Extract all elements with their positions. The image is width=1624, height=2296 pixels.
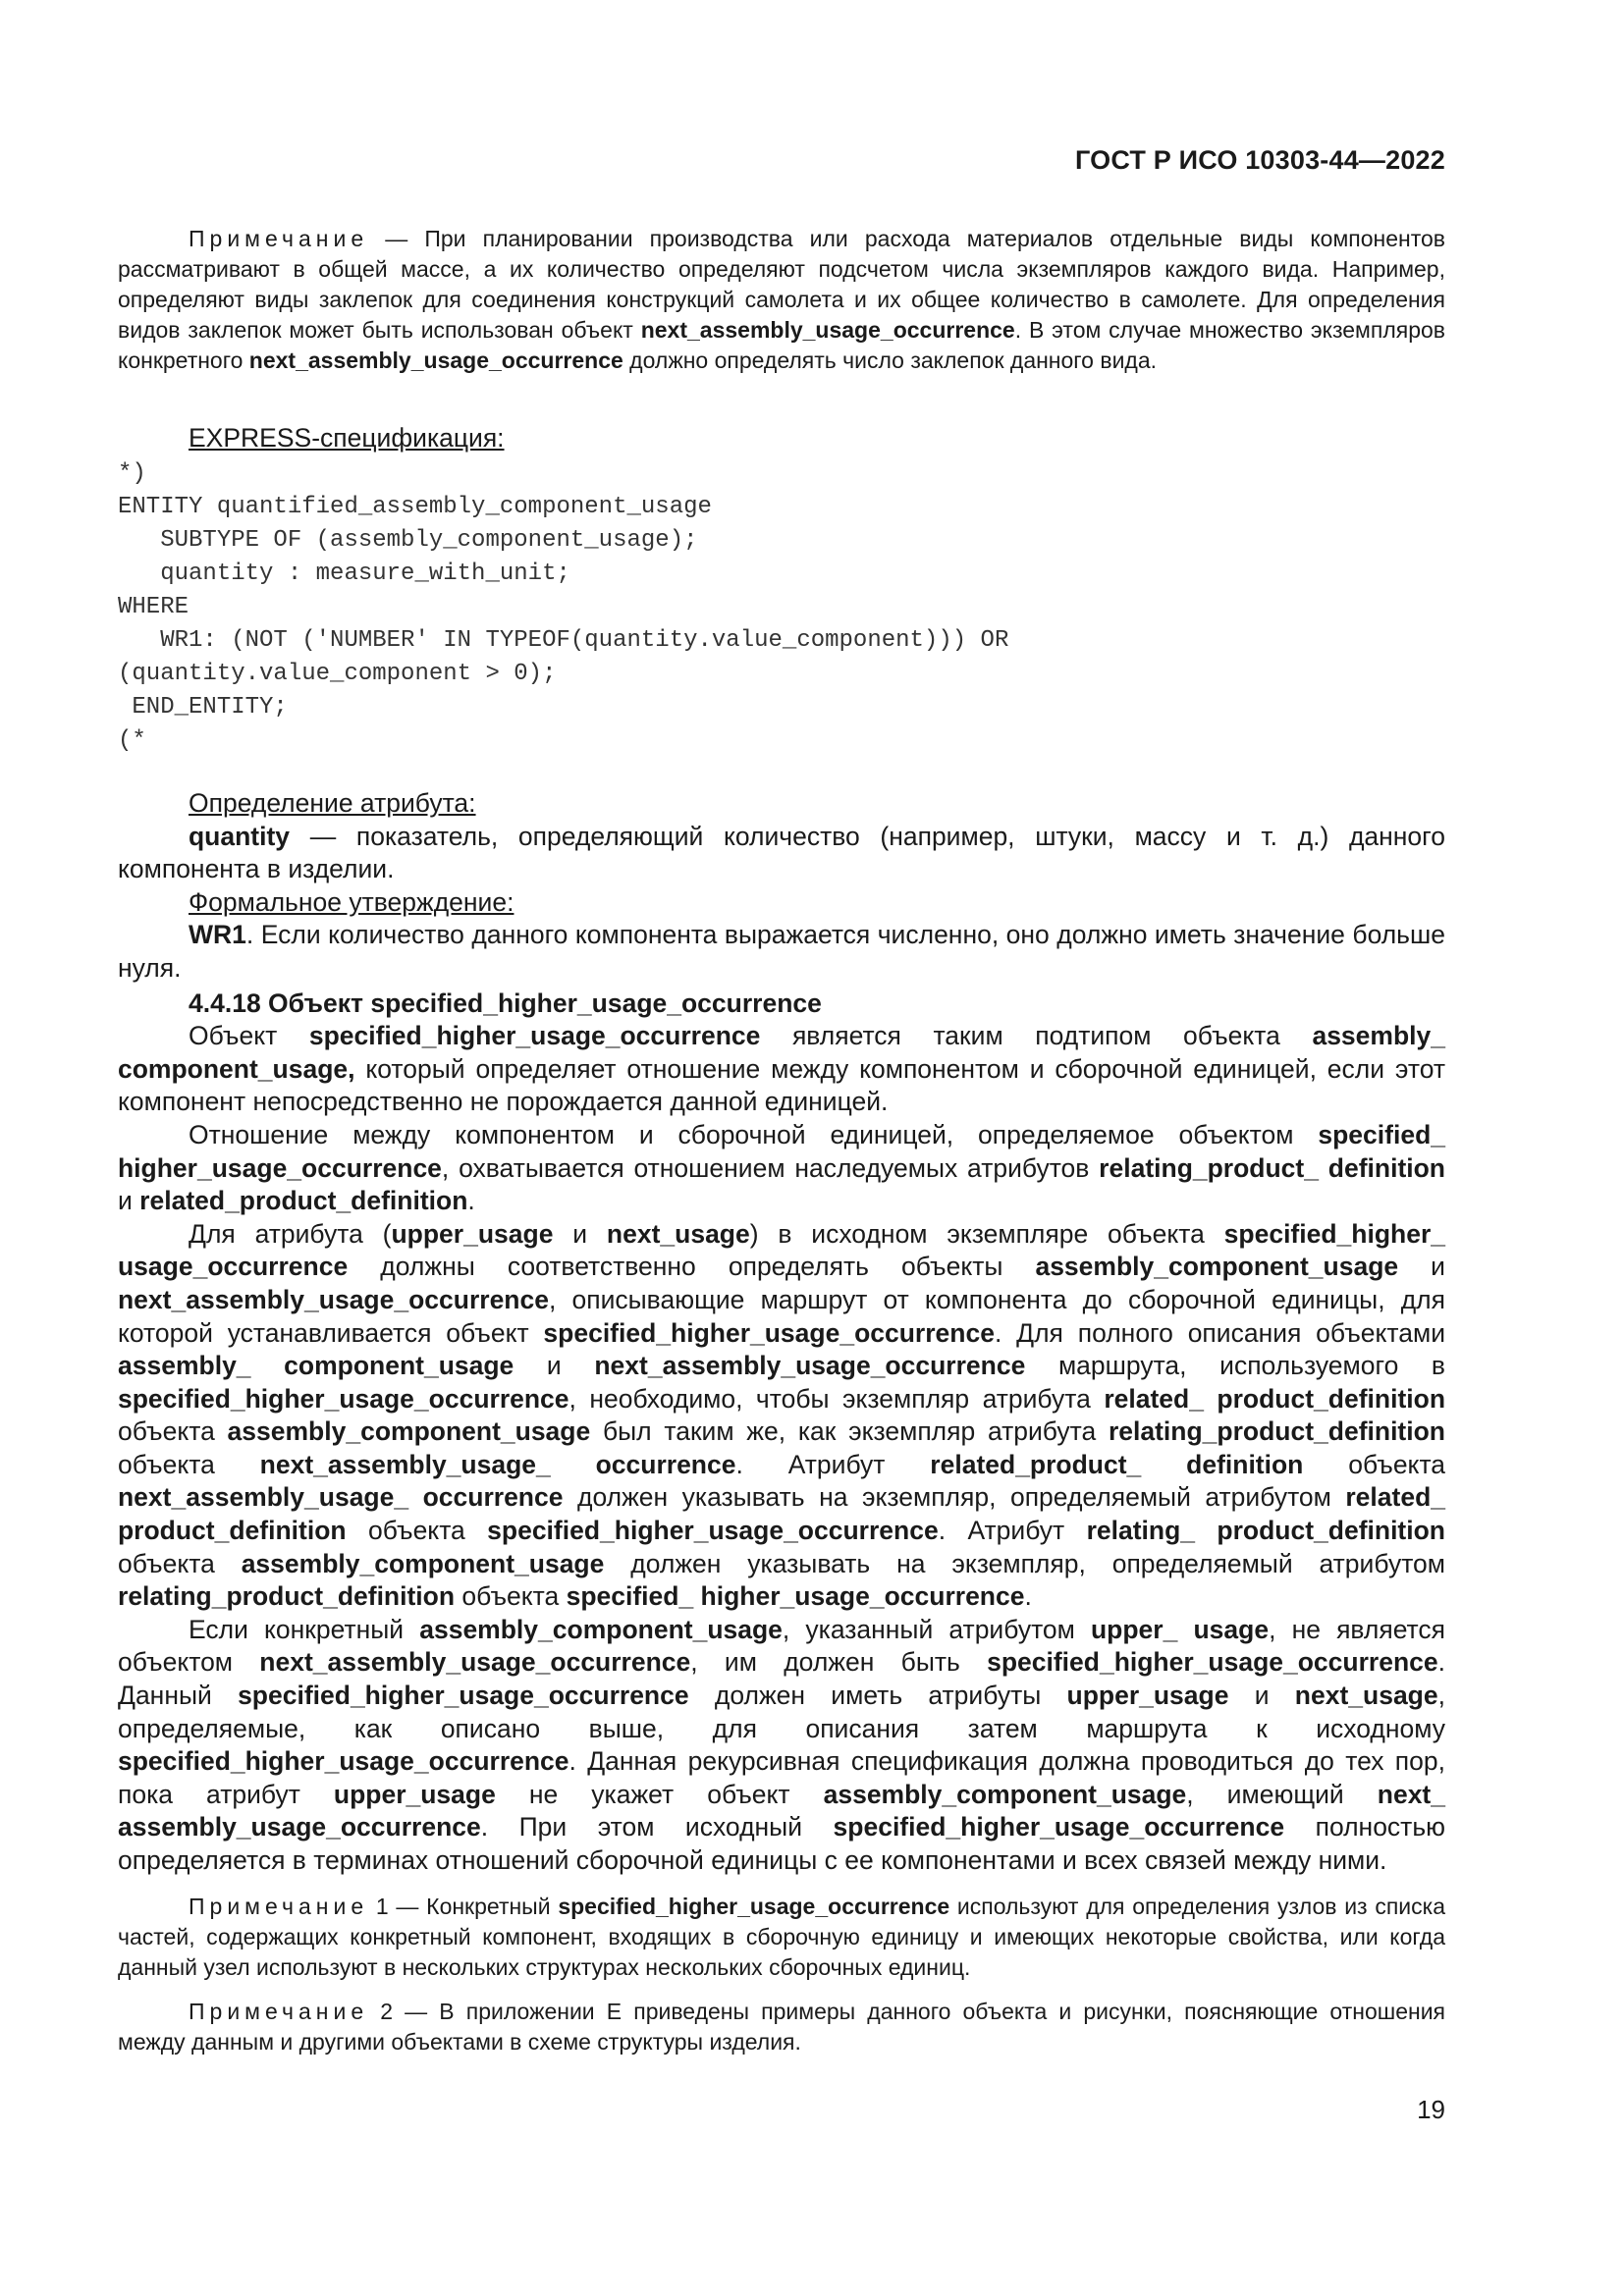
paragraph-2: Отношение между компонентом и сборочной единицей, определяемое объектом specified_ higher_usage_occurrence, охватывается отношением наследуемых атрибутов relating_product_ definition и related_product_definition. xyxy=(118,1119,1445,1216)
note-2: Примечание 2 — В приложении Е приведены примеры данного объекта и рисунки, поясняющие отношения между данным и другими объектами в схеме структуры изделия. xyxy=(118,1998,1445,2055)
note-1: Примечание 1 — Конкретный specified_higher_usage_occurrence используют для определения узлов из списка частей, содержащих конкретный компонент, входящих в сборочную единицу и имеющих некоторые свойства, или когда данный узел используют в нескольких структурах нескольких сборочных единиц. xyxy=(118,1893,1445,1980)
section-heading: 4.4.18 Объект specified_higher_usage_occurrence xyxy=(189,988,822,1018)
document-header: ГОСТ Р ИСО 10303-44—2022 xyxy=(1075,145,1445,175)
express-code: *) ENTITY quantified_assembly_component_usage SUBTYPE OF (assembly_component_usage); quantity : measure_with_unit; WHERE WR1: (NOT ('NUMBER' IN TYPEOF(quantity.value_component))) OR (quantity.value_component > 0); END_ENTITY; (* xyxy=(118,459,1009,754)
attribute-definition: Определение атрибута: quantity — показатель, определяющий количество (например, штуки, массу и т. д.) данного компонента в изделии. Формальное утверждение: WR1. Если количество данного компонента выражается численно, оно должно иметь значение больше нуля. 4.4.18 Объект specified_higher_usage_occurrence Объект specified_higher_usage_occurrence является таким подтипом объекта assembly_ component_usage, который определяет отношение между компонентом и сборочной единицей, если этот компонент непосредственно не порождается данной единицей. Отношение между компонентом и сборочной единицей, определяемое объектом specified_ higher_usage_occurrence, охватывается отношением наследуемых атрибутов relating_product_ definition и related_product_definition. Для атрибута (upper_usage и next_usage) в исходном экземпляре объекта specified_higher_ usage_occurrence должны соответственно определять объекты assembly_component_usage и next_assembly_usage_occurrence, описывающие маршрут от компонента до сборочной единицы, для которой устанавливается объект specified_higher_usage_occurrence. Для полного описания объектами assembly_ component_usage и next_assembly_usage_occurrence маршрута, используемого в specified_higher_usage_occurrence, необходимо, чтобы экземпляр атрибута related_ product_definition объекта assembly_component_usage был таким же, как экземпляр атрибута relating_product_definition объекта next_assembly_usage_ occurrence. Атрибут related_product_ definition объекта next_assembly_usage_ occurrence должен указывать на экземпляр, определяемый атрибутом related_ product_definition объекта specified_higher_usage_occurrence. Атрибут relating_ product_definition объекта assembly_component_usage должен указывать на экземпляр, определяемый атрибутом relating_product_definition объекта specified_ higher_usage_occurrence. Если конкретный assembly_component_usage, указанный атрибутом upper_ usage, не является объектом next_assembly_usage_occurrence, им должен быть specified_higher_usage_occurrence. Данный specified_higher_usage_occurrence должен иметь атрибуты upper_usage и next_usage, определяемые, как описано выше, для описания затем маршрута к исходному specified_higher_usage_occurrence. Данная рекурсивная спецификация должна проводиться до тех пор, пока атрибут upper_usage не укажет объект assembly_component_usage, имеющий next_ assembly_usage_occurrence. При этом исходный specified_higher_usage_occurrence полностью определяется в терминах отношений сборочной единицы с ее компонентами и всех связей между ними. Примечание 1 — Конкретный specified_higher_usage_occurrence используют для определения узлов из списка частей, содержащих конкретный компонент, входящих в сборочную единицу и имеющих некоторые свойства, или когда данный узел используют в нескольких структурах нескольких сборочных единиц. Примечание 2 — В приложении Е приведены примеры данного объекта и рисунки, поясняющие отношения между данным и другими объектами в схеме структуры изделия. xyxy=(118,787,1445,2057)
express-title: EXPRESS-спецификация: xyxy=(189,423,505,453)
paragraph-3: Для атрибута (upper_usage и next_usage) в исходном экземпляре объекта specified_higher_ usage_occurrence должны соответственно определять объекты assembly_component_usage и next_assembly_usage_occurrence, описывающие маршрут от компонента до сборочной единицы, для которой устанавливается объект specified_higher_usage_occurrence. Для полного описания объектами assembly_ component_usage и next_assembly_usage_occurrence маршрута, используемого в specified_higher_usage_occurrence, необходимо, чтобы экземпляр атрибута related_ product_definition объекта assembly_component_usage был таким же, как экземпляр атрибута relating_product_definition объекта next_assembly_usage_ occurrence. Атрибут related_product_ definition объекта next_assembly_usage_ occurrence должен указывать на экземпляр, определяемый атрибутом related_ product_definition объекта specified_higher_usage_occurrence. Атрибут relating_ product_definition объекта assembly_component_usage должен указывать на экземпляр, определяемый атрибутом relating_product_definition объекта specified_ higher_usage_occurrence. xyxy=(118,1218,1446,1612)
page-number: 19 xyxy=(1417,2095,1445,2124)
express-section xyxy=(118,422,1445,758)
note-paragraph: Примечание — При планировании производства или расхода материалов отдельные виды компонентов рассматривают в общей массе, а их количество определяют подсчетом числа экземпляров каждого вида. Например, определяют виды заклепок для соединения конструкций самолета и их общее количество в самолете. Для определения видов заклепок может быть использован объект next_assembly_usage_occurrence. В этом случае множество экземпляров конкретного next_assembly_usage_occurrence должно определять число заклепок данного вида. xyxy=(118,226,1446,373)
paragraph-1: Объект specified_higher_usage_occurrence является таким подтипом объекта assembly_ component_usage, который определяет отношение между компонентом и сборочной единицей, если этот компонент непосредственно не порождается данной единицей. xyxy=(118,1021,1445,1117)
attribute-definition-title: Определение атрибута: xyxy=(189,788,476,818)
formal-statement-title: Формальное утверждение: xyxy=(189,886,514,917)
note-label: Примечание xyxy=(189,226,369,251)
paragraph-4: Если конкретный assembly_component_usage, указанный атрибутом upper_ usage, не является объектом next_assembly_usage_occurrence, им должен быть specified_higher_usage_occurrence. Данный specified_higher_usage_occurrence должен иметь атрибуты upper_usage и next_usage, определяемые, как описано выше, для описания затем маршрута к исходному specified_higher_usage_occurrence. Данная рекурсивная спецификация должна проводиться до тех пор, пока атрибут upper_usage не укажет объект assembly_component_usage, имеющий next_ assembly_usage_occurrence. При этом исходный specified_higher_usage_occurrence полностью определяется в терминах отношений сборочной единицы с ее компонентами и всех связей между ними. xyxy=(118,1614,1446,1875)
